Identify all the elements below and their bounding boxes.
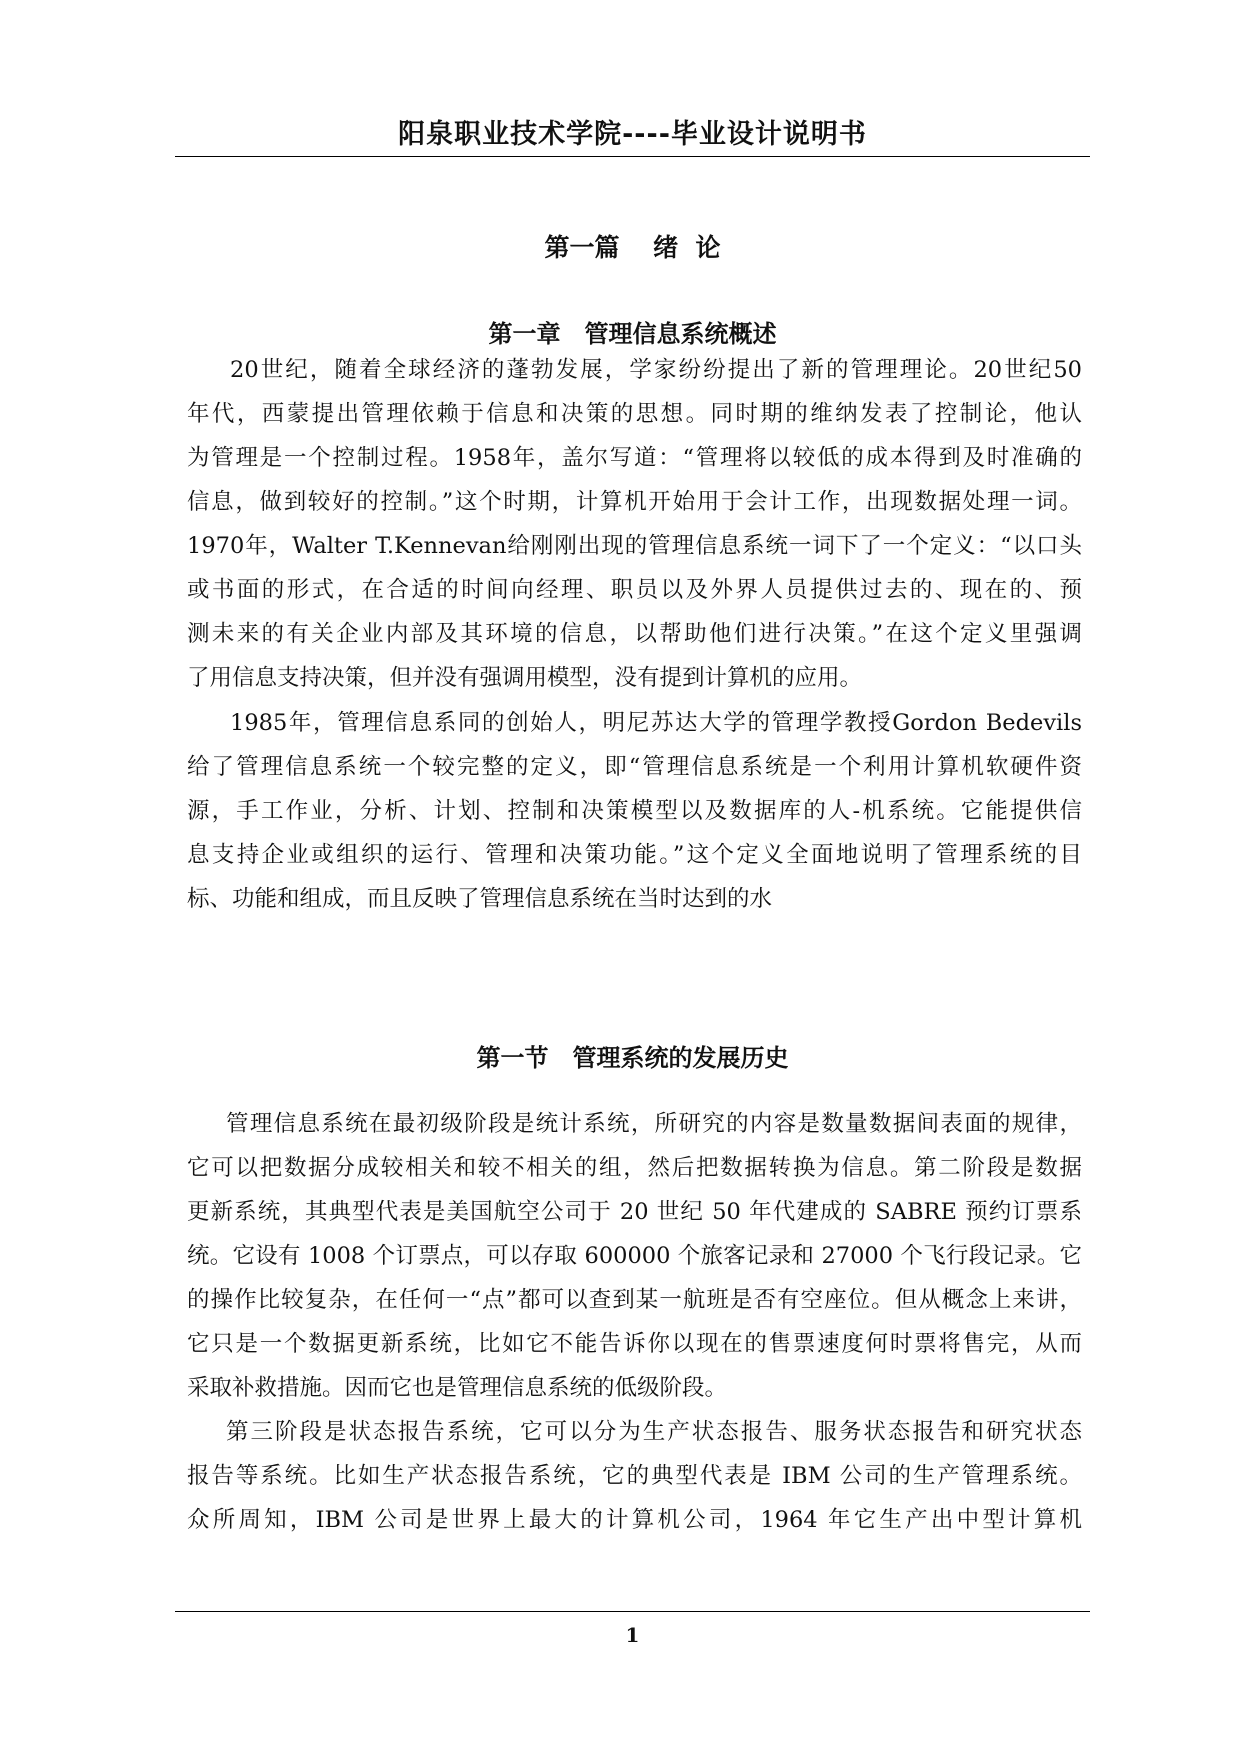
part-title: 第一篇 绪 论 — [544, 233, 721, 262]
paragraph-line: 源，手工作业，分析、计划、控制和决策模型以及数据库的人-机系统。它能提供信 — [187, 798, 1082, 824]
header-rule — [175, 156, 1090, 157]
paragraph-line: 标、功能和组成，而且反映了管理信息系统在当时达到的水 — [187, 886, 773, 912]
footer-rule — [175, 1611, 1090, 1612]
paragraph-line: 给了管理信息系统一个较完整的定义，即“管理信息系统是一个利用计算机软硬件资 — [187, 754, 1082, 780]
paragraph-line: 报告等系统。比如生产状态报告系统，它的典型代表是 IBM 公司的生产管理系统。 — [187, 1463, 1082, 1489]
paragraph-line: 1985年，管理信息系同的创始人，明尼苏达大学的管理学教授Gordon Bedevils — [230, 710, 1082, 736]
chapter-title: 第一章 管理信息系统概述 — [488, 320, 777, 348]
paragraph-line: 1970年，Walter T.Kennevan给刚刚出现的管理信息系统一词下了一个定义：“以口头 — [187, 533, 1082, 559]
paragraph-line: 采取补救措施。因而它也是管理信息系统的低级阶段。 — [187, 1375, 728, 1401]
paragraph-line: 为管理是一个控制过程。1958年，盖尔写道：“管理将以较低的成本得到及时准确的 — [187, 445, 1082, 471]
paragraph-line: 它只是一个数据更新系统，比如它不能告诉你以现在的售票速度何时票将售完，从而 — [187, 1331, 1082, 1357]
header-title: 阳泉职业技术学院----毕业设计说明书 — [398, 119, 867, 150]
paragraph-line: 测未来的有关企业内部及其环境的信息，以帮助他们进行决策。”在这个定义里强调 — [187, 621, 1082, 647]
paragraph-line: 众所周知，IBM 公司是世界上最大的计算机公司，1964 年它生产出中型计算机 — [187, 1507, 1082, 1533]
paragraph-line: 20世纪，随着全球经济的蓬勃发展，学家纷纷提出了新的管理理论。20世纪50 — [230, 357, 1082, 383]
paragraph-line: 息支持企业或组织的运行、管理和决策功能。”这个定义全面地说明了管理系统的目 — [187, 842, 1082, 868]
paragraph-line: 统。它设有 1008 个订票点，可以存取 600000 个旅客记录和 27000 个飞行段记录。它 — [187, 1243, 1082, 1269]
paragraph-line: 它可以把数据分成较相关和较不相关的组，然后把数据转换为信息。第二阶段是数据 — [187, 1155, 1082, 1181]
paragraph-line: 第三阶段是状态报告系统，它可以分为生产状态报告、服务状态报告和研究状态 — [226, 1419, 1082, 1445]
paragraph-line: 年代，西蒙提出管理依赖于信息和决策的思想。同时期的维纳发表了控制论，他认 — [187, 401, 1082, 427]
paragraph-line: 信息，做到较好的控制。”这个时期，计算机开始用于会计工作，出现数据处理一词。 — [187, 489, 1082, 515]
page-number: 1 — [625, 1623, 640, 1647]
paragraph-line: 或书面的形式，在合适的时间向经理、职员以及外界人员提供过去的、现在的、预 — [187, 577, 1082, 603]
paragraph-line: 的操作比较复杂，在任何一“点”都可以查到某一航班是否有空座位。但从概念上来讲， — [187, 1287, 1082, 1313]
paragraph-line: 更新系统，其典型代表是美国航空公司于 20 世纪 50 年代建成的 SABRE 预约订票系 — [187, 1199, 1082, 1225]
section-title: 第一节 管理系统的发展历史 — [476, 1044, 789, 1072]
paragraph-line: 了用信息支持决策，但并没有强调用模型，没有提到计算机的应用。 — [187, 665, 863, 691]
paragraph-line: 管理信息系统在最初级阶段是统计系统，所研究的内容是数量数据间表面的规律， — [226, 1111, 1082, 1137]
